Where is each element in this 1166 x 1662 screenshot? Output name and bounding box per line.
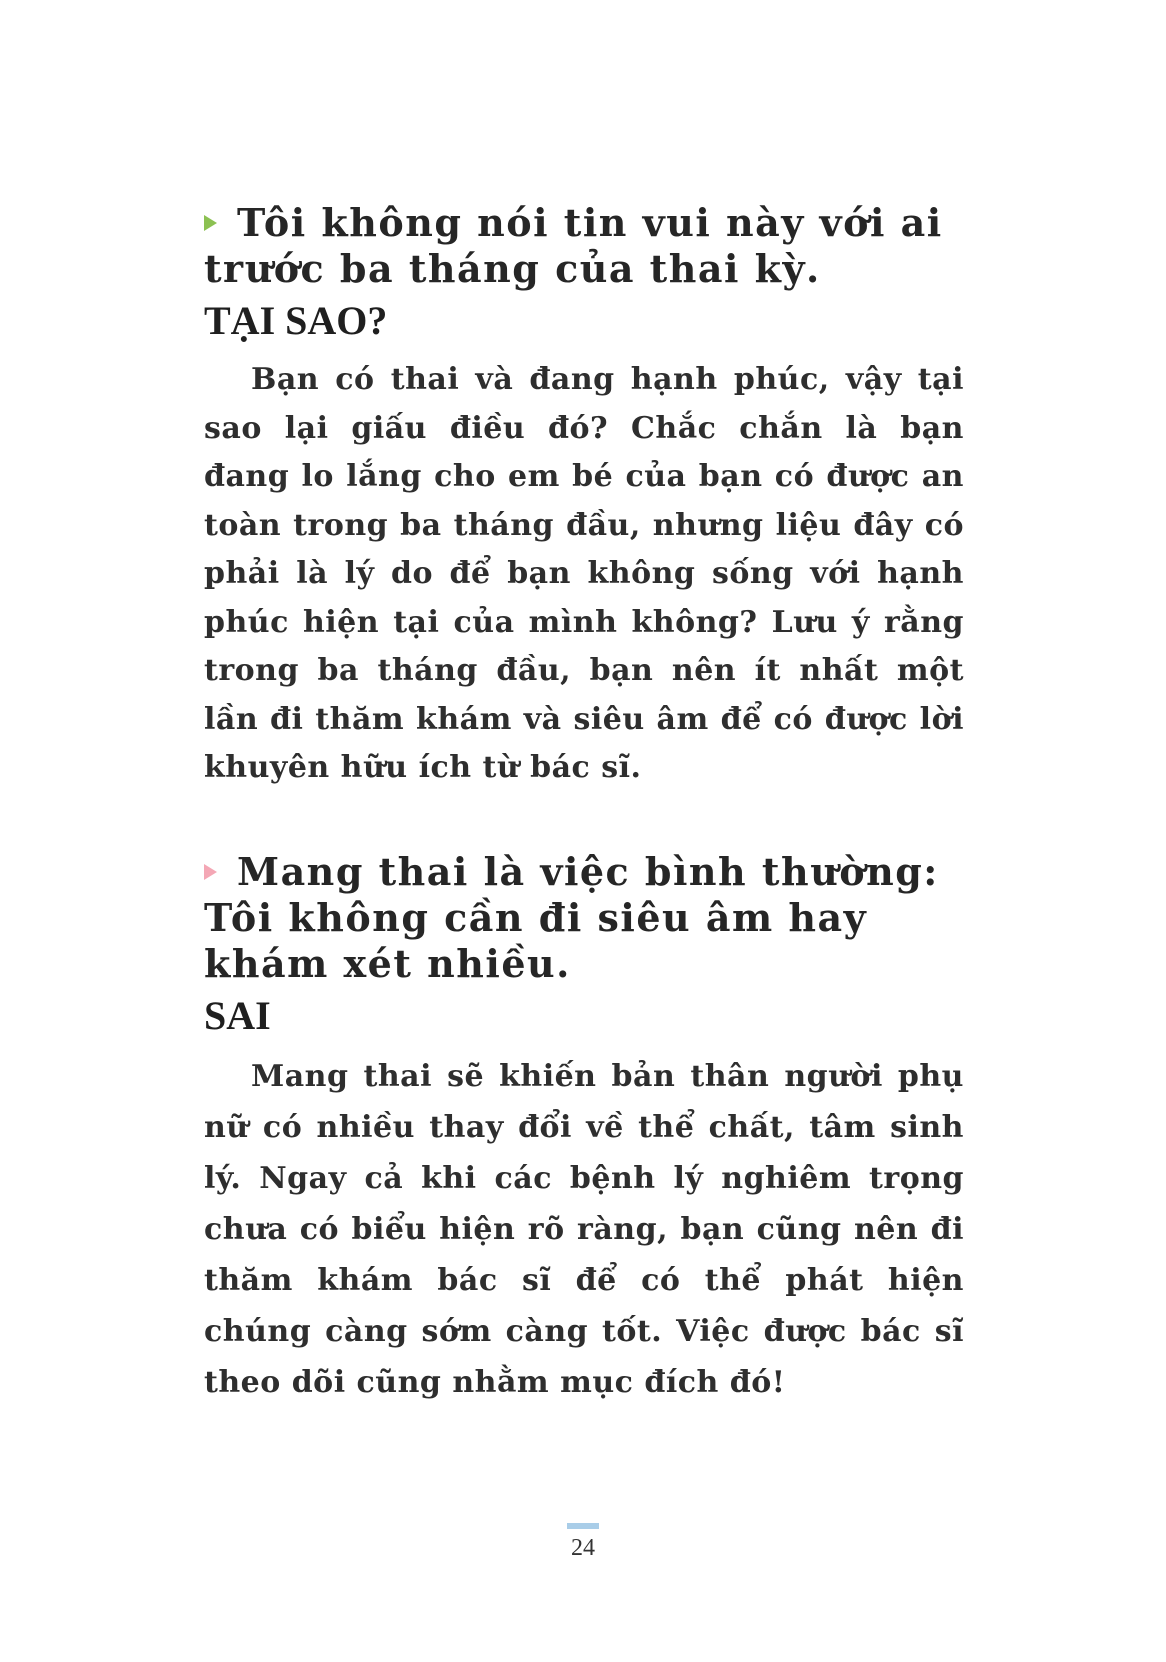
triangle-bullet-icon	[204, 215, 217, 231]
verdict-label: SAI	[204, 992, 271, 1038]
myth-heading-text: Tôi không nói tin vui này với ai trước ba tháng của thai kỳ.	[204, 200, 943, 291]
myth-heading-text: Mang thai là việc bình thường: Tôi không cần đi siêu âm hay khám xét nhiều.	[204, 848, 939, 986]
myth-section-2	[204, 849, 964, 1408]
page-number-bar	[567, 1523, 599, 1529]
page-footer	[0, 1523, 1166, 1561]
myth-section-1	[204, 200, 964, 793]
myth-heading	[204, 849, 964, 987]
verdict-label: TẠI SAO?	[204, 298, 388, 343]
explanation-paragraph: Bạn có thai và đang hạnh phúc, vậy tại sao lại giấu điều đó? Chắc chắn là bạn đang lo lắng cho em bé của bạn có được an toàn trong ba tháng đầu, nhưng liệu đây có phải là lý do để bạn không sống với hạnh phúc hiện tại của mình không? Lưu ý rằng trong ba tháng đầu, bạn nên ít nhất một lần đi thăm khám và siêu âm để có được lời khuyên hữu ích từ bác sĩ.	[204, 362, 964, 785]
explanation-paragraph: Mang thai sẽ khiến bản thân người phụ nữ có nhiều thay đổi về thể chất, tâm sinh lý. Ngay cả khi các bệnh lý nghiêm trọng chưa có biểu hiện rõ ràng, bạn cũng nên đi thăm khám bác sĩ để có thể phát hiện chúng càng sớm càng tốt. Việc được bác sĩ theo dõi cũng nhằm mục đích đó!	[204, 1058, 964, 1400]
page-number: 24	[571, 1535, 595, 1561]
triangle-bullet-icon	[204, 864, 217, 880]
myth-heading	[204, 200, 964, 292]
section-spacer	[204, 793, 964, 849]
page-content	[204, 200, 964, 1408]
